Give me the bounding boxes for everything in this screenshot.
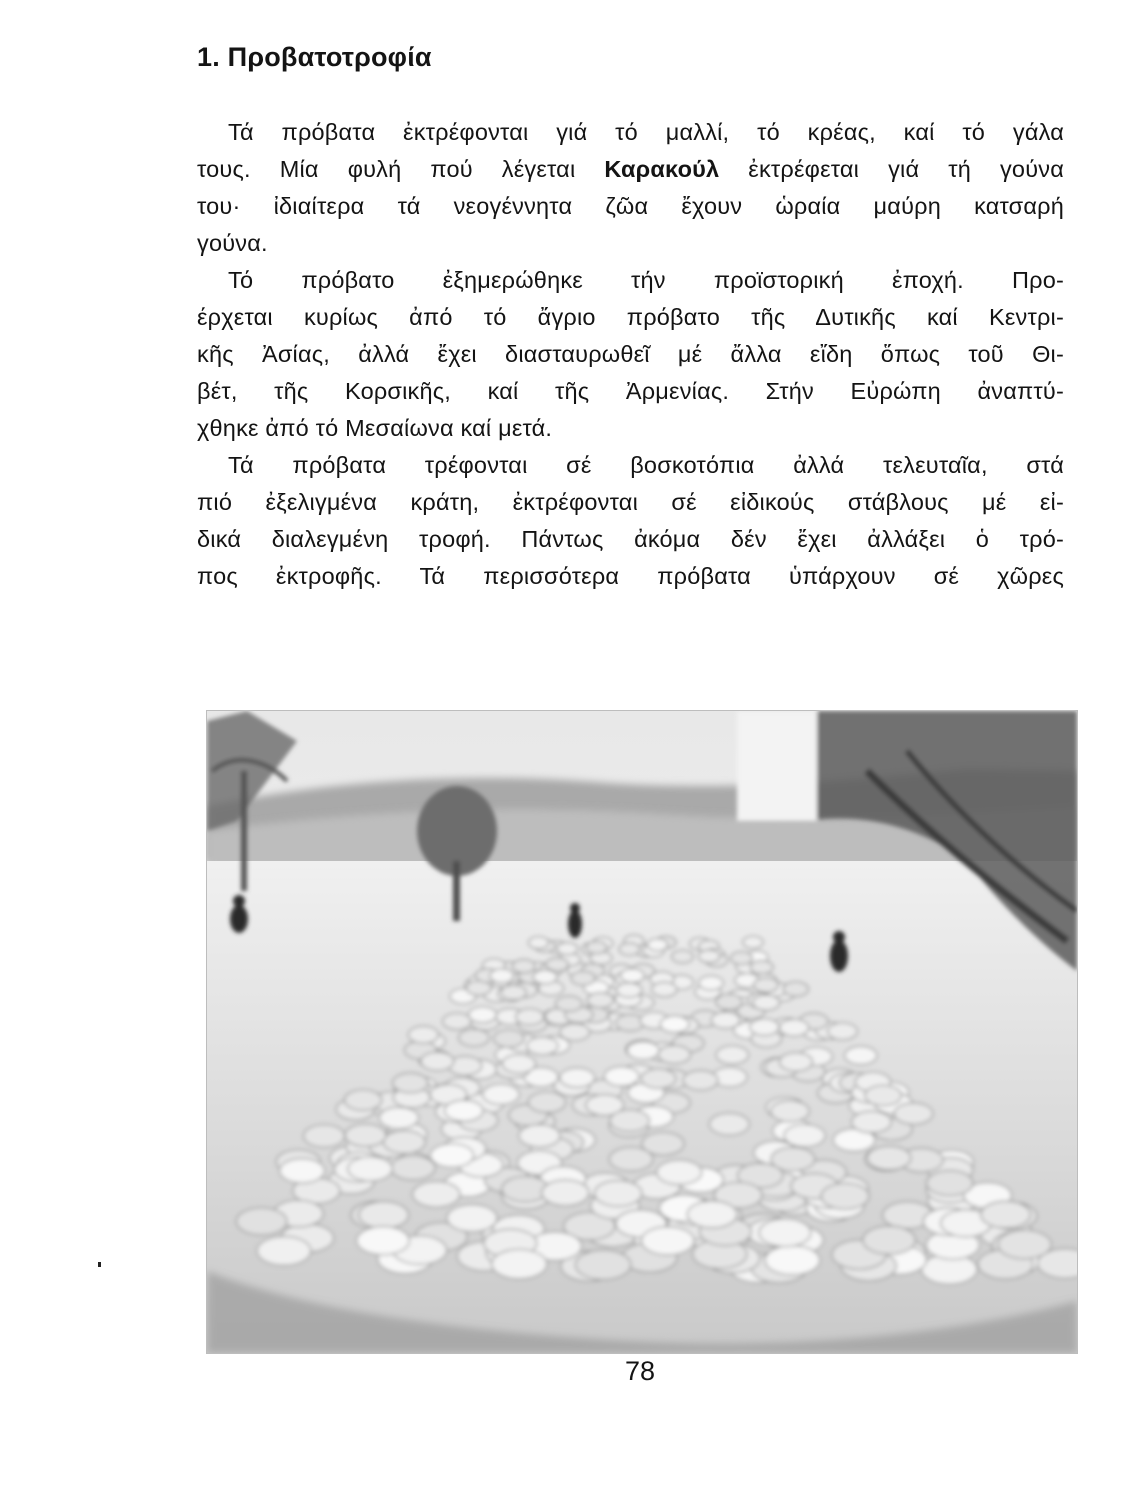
text-segment: χθηκε ἀπό τό Μεσαίωνα καί μετά. — [197, 415, 553, 441]
text-segment: του· ἰδιαίτερα τά νεογέννητα ζῶα ἔχουν ὡραία μαύρη κατσαρή — [197, 193, 1064, 219]
page-number: 78 — [624, 1356, 656, 1386]
text-line — [197, 484, 1064, 521]
text-segment: πος ἐκτροφῆς. Τά περισσότερα πρόβατα ὑπάρχουν σέ χῶρες — [197, 563, 1064, 589]
text-segment: γούνα. — [197, 230, 268, 256]
text-segment: Τό πρόβατο ἐξημερώθηκε τήν προϊστορική ἐποχή. Προ- — [228, 267, 1064, 293]
paragraph-1 — [197, 114, 1064, 262]
text-segment: ἐκτρέφεται γιά τή γούνα — [719, 156, 1064, 182]
text-segment: έρχεται κυρίως ἀπό τό ἄγριο πρόβατο τῆς Δυτικῆς καί Κεντρι- — [197, 304, 1064, 330]
section-title: 1. Προβατοτροφία — [197, 42, 432, 72]
text-line — [197, 188, 1064, 225]
paragraph-3 — [197, 447, 1064, 595]
sheep-flock-illustration — [207, 711, 1077, 1353]
text-line — [197, 299, 1064, 336]
text-segment: πιό ἐξελιγμένα κράτη, ἐκτρέφονται σέ εἰδικούς στάβλους μέ εἰ- — [197, 489, 1064, 515]
text-line — [197, 373, 1064, 410]
text-line — [197, 151, 1064, 188]
sheep-flock-photo — [206, 710, 1078, 1354]
text-segment: δικά διαλεγμένη τροφή. Πάντως ἀκόμα δέν ἔχει ἀλλάξει ὁ τρό- — [197, 526, 1064, 552]
paragraph-2 — [197, 262, 1064, 447]
scan-speck — [98, 1262, 101, 1267]
text-segment: κῆς Ἀσίας, ἀλλά ἔχει διασταυρωθεῖ μέ ἄλλα εἴδη ὅπως τοῦ Θι- — [197, 341, 1064, 367]
text-segment: Τά πρόβατα τρέφονται σέ βοσκοτόπια ἀλλά τελευταῖα, στά — [228, 452, 1064, 478]
text-segment: τους. Μία φυλή πού λέγεται — [197, 156, 605, 182]
text-segment: βέτ, τῆς Κορσικῆς, καί τῆς Ἀρμενίας. Στήν Εὐρώπη ἀναπτύ- — [197, 378, 1064, 404]
text-line — [197, 558, 1064, 595]
text-line — [222, 262, 1064, 299]
text-segment: Τά πρόβατα ἐκτρέφονται γιά τό μαλλί, τό κρέας, καί τό γάλα — [228, 119, 1064, 145]
text-line — [222, 447, 1064, 484]
body-text — [197, 114, 1064, 595]
text-line — [197, 225, 1064, 262]
text-line — [197, 410, 1064, 447]
text-line — [197, 521, 1064, 558]
text-line — [197, 336, 1064, 373]
bold-term: Καρακούλ — [604, 156, 720, 182]
text-line — [222, 114, 1064, 151]
